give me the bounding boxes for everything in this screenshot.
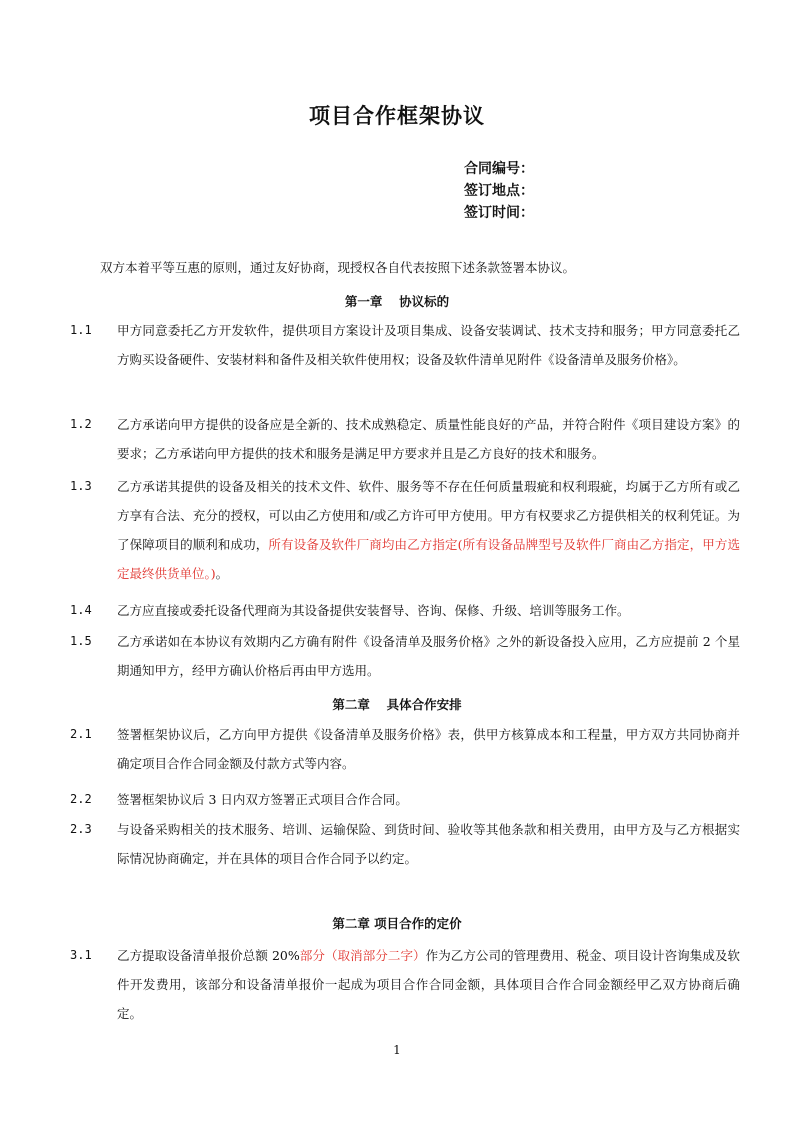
clause-1-3 [70,472,740,588]
clause-number: 2.3 [70,822,92,836]
chapter-3-heading: 第二章 项目合作的定价 [332,916,462,931]
page-number: 1 [393,1043,401,1057]
clause-text-tail: 作为乙方公司的管理费用、税金、项目设计咨询集成及软件开发费用，该部分和设备清单报价一起成为项目合作合同金额，具体项目合作合同金额经甲乙双方协商后确定。 [117,948,740,1021]
clause-text [117,941,740,1028]
clause-number: 1.2 [70,417,92,431]
clause-number: 2.2 [70,792,92,806]
clause-number: 1.4 [70,603,92,617]
chapter-2-heading: 第二章 具体合作安排 [332,697,462,712]
clause-text: 乙方应直接或委托设备代理商为其设备提供安装督导、咨询、保修、升级、培训等服务工作。 [117,603,630,618]
clause-2-2 [70,785,740,814]
clause-text: 乙方承诺如在本协议有效期内乙方确有附件《设备清单及服务价格》之外的新设备投入应用，乙方应提前 2 个星期通知甲方，经甲方确认价格后再由甲方选用。 [117,634,740,678]
clause-2-1 [70,720,740,778]
clause-text-tail: 。 [215,566,229,581]
clause-text-highlight: 部分（取消部分二字） [299,948,426,963]
chapter-1-heading: 第一章 协议标的 [344,294,450,309]
clause-text-highlight: 所有设备及软件厂商均由乙方指定(所有设备品牌型号及软件厂商由乙方指定，甲方选定最终供货单位。) [117,537,740,581]
clause-1-2 [70,410,740,468]
clause-number: 3.1 [70,948,92,962]
contract-number-label: 合同编号： [464,161,534,177]
clause-text: 签署框架协议后，乙方向甲方提供《设备清单及服务价格》表，供甲方核算成本和工程量，甲方双方共同协商并确定项目合作合同金额及付款方式等内容。 [117,727,740,771]
clause-1-4 [70,596,740,625]
clause-text-normal: 乙方提取设备清单报价总额 20% [117,948,300,963]
contract-meta [464,158,534,224]
sign-time-label: 签订时间： [464,205,534,221]
clause-number: 1.1 [70,323,92,337]
clause-text-normal: 乙方承诺其提供的设备及相关的技术文件、软件、服务等不存在任何质量瑕疵和权利瑕疵，均属于乙方所有或乙方享有合法、充分的授权，可以由乙方使用和/或乙方许可甲方使用。甲方有权要求乙方提供相关的权利凭证。为了保障项目的顺利和成功， [117,479,740,552]
clause-text: 乙方承诺向甲方提供的设备应是全新的、技术成熟稳定、质量性能良好的产品，并符合附件《项目建设方案》的要求；乙方承诺向甲方提供的技术和服务是满足甲方要求并且是乙方良好的技术和服务。 [117,417,740,461]
intro-paragraph: 双方本着平等互惠的原则，通过友好协商，现授权各自代表按照下述条款签署本协议。 [100,260,576,275]
clause-number: 1.5 [70,634,92,648]
clause-1-5 [70,627,740,685]
document-title: 项目合作框架协议 [309,103,485,128]
sign-place-label: 签订地点： [464,183,534,199]
clause-text: 甲方同意委托乙方开发软件，提供项目方案设计及项目集成、设备安装调试、技术支持和服务；甲方同意委托乙方购买设备硬件、安装材料和备件及相关软件使用权；设备及软件清单见附件《设备清单及服务价格》。 [117,323,740,367]
clause-text: 签署框架协议后 3 日内双方签署正式项目合作合同。 [117,792,408,807]
clause-3-1 [70,941,740,1028]
clause-2-3 [70,815,740,873]
clause-1-1 [70,316,740,374]
clause-text [117,472,740,588]
clause-number: 2.1 [70,727,92,741]
clause-number: 1.3 [70,479,92,493]
clause-text: 与设备采购相关的技术服务、培训、运输保险、到货时间、验收等其他条款和相关费用，由甲方及与乙方根据实际情况协商确定，并在具体的项目合作合同予以约定。 [117,822,740,866]
